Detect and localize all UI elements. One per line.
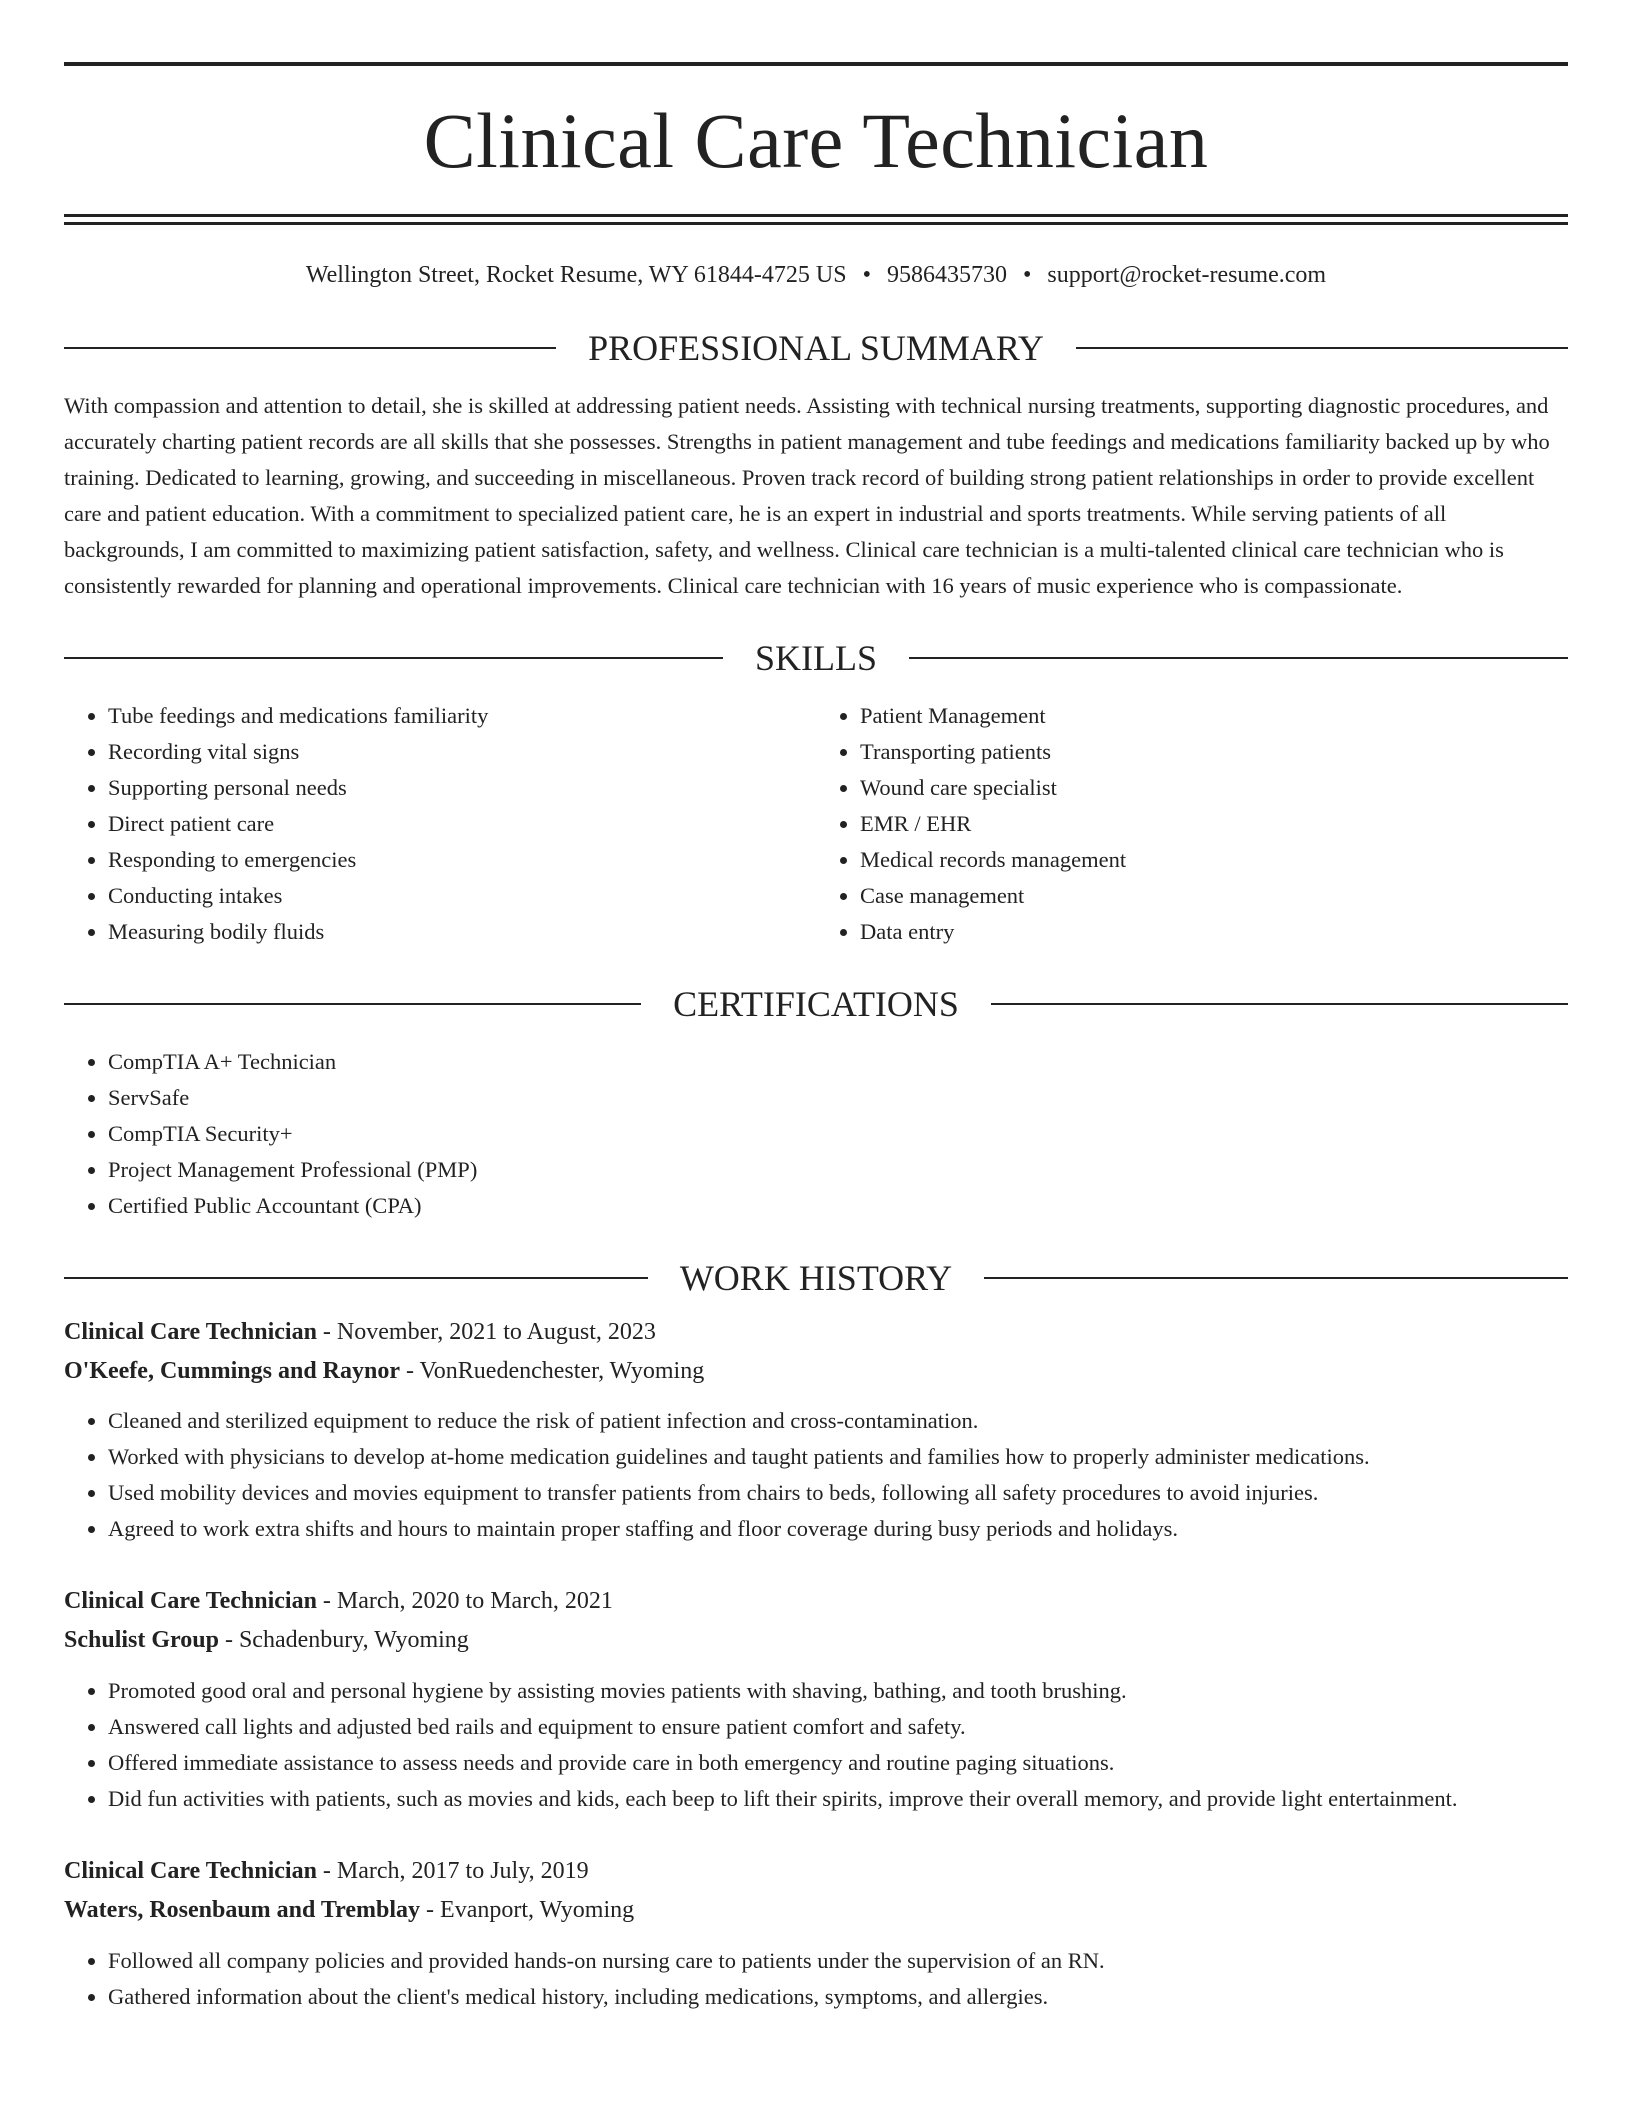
summary-section-header: [64, 327, 1568, 368]
section-rule-right: [984, 1277, 1568, 1279]
skill-item: • Data entry: [860, 914, 1568, 950]
job-bullets: [64, 1673, 1568, 1817]
section-rule-left: [64, 347, 556, 349]
job-location: - Schadenbury, Wyoming: [218, 1627, 469, 1654]
job-title: Clinical Care Technician: [64, 1588, 317, 1615]
skill-item: • Case management: [860, 878, 1568, 914]
skill-item: • Tube feedings and medications familiarity: [108, 698, 816, 734]
certification-item: • Certified Public Accountant (CPA): [108, 1188, 1568, 1224]
skill-item: • Conducting intakes: [108, 878, 816, 914]
skills-columns: [64, 698, 1568, 950]
job-dates: - March, 2020 to March, 2021: [316, 1588, 613, 1615]
job-bullet: • Agreed to work extra shifts and hours to maintain proper staffing and floor coverage during busy periods and holidays.: [108, 1511, 1568, 1547]
job-title-line: [64, 1318, 1568, 1347]
job-bullet: • Worked with physicians to develop at-home medication guidelines and taught patients and families how to properly administer medications.: [108, 1439, 1568, 1475]
job-company-line: [64, 1626, 1568, 1655]
skills-column-left: [64, 698, 816, 950]
contact-phone: 9586435730: [886, 262, 1007, 288]
skills-list-right: [816, 698, 1568, 950]
job-company: Schulist Group: [64, 1627, 219, 1654]
skills-column-right: [816, 698, 1568, 950]
skill-item: • EMR / EHR: [860, 806, 1568, 842]
skill-item: • Direct patient care: [108, 806, 816, 842]
section-rule-right: [1076, 347, 1568, 349]
skill-item: • Measuring bodily fluids: [108, 914, 816, 950]
section-rule-left: [64, 1277, 648, 1279]
job-location: - Evanport, Wyoming: [420, 1896, 635, 1923]
job-title-line: [64, 1857, 1568, 1886]
job-bullet: • Used mobility devices and movies equipment to transfer patients from chairs to beds, following all safety procedures to avoid injuries.: [108, 1475, 1568, 1511]
contact-address: Wellington Street, Rocket Resume, WY 61844-4725 US: [305, 262, 847, 288]
skill-item: • Supporting personal needs: [108, 770, 816, 806]
skill-item: • Patient Management: [860, 698, 1568, 734]
job-entry: [64, 1587, 1568, 1817]
certification-item: • CompTIA A+ Technician: [108, 1044, 1568, 1080]
job-company-line: [64, 1357, 1568, 1386]
work-heading: WORK HISTORY: [679, 1257, 953, 1298]
name-double-rule: [64, 214, 1568, 225]
skill-item: • Wound care specialist: [860, 770, 1568, 806]
skill-item: • Transporting patients: [860, 734, 1568, 770]
job-bullet: • Offered immediate assistance to assess needs and provide care in both emergency and routine paging situations.: [108, 1745, 1568, 1781]
job-location: - VonRuedenchester, Wyoming: [400, 1357, 705, 1384]
certifications-heading: CERTIFICATIONS: [673, 983, 959, 1024]
job-bullet: • Cleaned and sterilized equipment to reduce the risk of patient infection and cross-contamination.: [108, 1403, 1568, 1439]
job-bullet: • Promoted good oral and personal hygiene by assisting movies patients with shaving, bathing, and tooth brushing.: [108, 1673, 1568, 1709]
job-dates: - November, 2021 to August, 2023: [316, 1318, 656, 1345]
job-entry: [64, 1857, 1568, 2015]
job-bullet: • Answered call lights and adjusted bed rails and equipment to ensure patient comfort and safety.: [108, 1709, 1568, 1745]
job-company: Waters, Rosenbaum and Tremblay: [64, 1896, 421, 1923]
section-rule-left: [64, 657, 723, 659]
job-title: Clinical Care Technician: [64, 1318, 317, 1345]
contact-line: [64, 261, 1568, 290]
resume-name: Clinical Care Technician: [423, 97, 1209, 184]
summary-heading: PROFESSIONAL SUMMARY: [588, 327, 1044, 368]
certification-item: • ServSafe: [108, 1080, 1568, 1116]
job-dates: - March, 2017 to July, 2019: [316, 1857, 589, 1884]
section-rule-right: [909, 657, 1568, 659]
job-bullets: [64, 1943, 1568, 2015]
job-bullets: [64, 1403, 1568, 1547]
top-rule: [64, 62, 1568, 66]
job-title-line: [64, 1587, 1568, 1616]
contact-separator: •: [862, 262, 871, 288]
skill-item: • Recording vital signs: [108, 734, 816, 770]
skills-heading: SKILLS: [755, 637, 878, 678]
section-rule-left: [64, 1003, 641, 1005]
job-company: O'Keefe, Cummings and Raynor: [64, 1357, 400, 1384]
certifications-list: [64, 1044, 1568, 1224]
job-entry: [64, 1318, 1568, 1548]
job-title: Clinical Care Technician: [64, 1857, 317, 1884]
contact-email: support@rocket-resume.com: [1047, 262, 1327, 288]
skill-item: • Medical records management: [860, 842, 1568, 878]
certification-item: • Project Management Professional (PMP): [108, 1152, 1568, 1188]
job-bullet: • Gathered information about the client's medical history, including medications, symptoms, and allergies.: [108, 1979, 1568, 2015]
work-section-header: [64, 1257, 1568, 1298]
contact-separator: •: [1022, 262, 1032, 288]
skill-item: • Responding to emergencies: [108, 842, 816, 878]
job-bullet: • Did fun activities with patients, such as movies and kids, each beep to lift their spirits, improve their overall memory, and provide light entertainment.: [108, 1781, 1568, 1817]
summary-text: With compassion and attention to detail, she is skilled at addressing patient needs. Assisting with technical nursing treatments, supporting diagnostic procedures, and accurately charting patient records are all skills that she possesses. Strengths in patient management and tube feedings and medications familiarity backed up by who training. Dedicated to learning, growing, and succeeding in miscellaneous. Proven track record of building strong patient relationships in order to provide excellent care and patient education. With a commitment to specialized patient care, he is an expert in industrial and sports treatments. While serving patients of all backgrounds, I am committed to maximizing patient satisfaction, safety, and wellness. Clinical care technician is a multi-talented clinical care technician who is consistently rewarded for planning and operational improvements. Clinical care technician with 16 years of music experience who is compassionate.: [64, 392, 1550, 598]
certification-item: • CompTIA Security+: [108, 1116, 1568, 1152]
section-rule-right: [991, 1003, 1568, 1005]
job-company-line: [64, 1896, 1568, 1925]
job-bullet: • Followed all company policies and provided hands-on nursing care to patients under the supervision of an RN.: [108, 1943, 1568, 1979]
skills-section-header: [64, 637, 1568, 678]
certifications-section-header: [64, 983, 1568, 1024]
skills-list-left: [64, 698, 816, 950]
